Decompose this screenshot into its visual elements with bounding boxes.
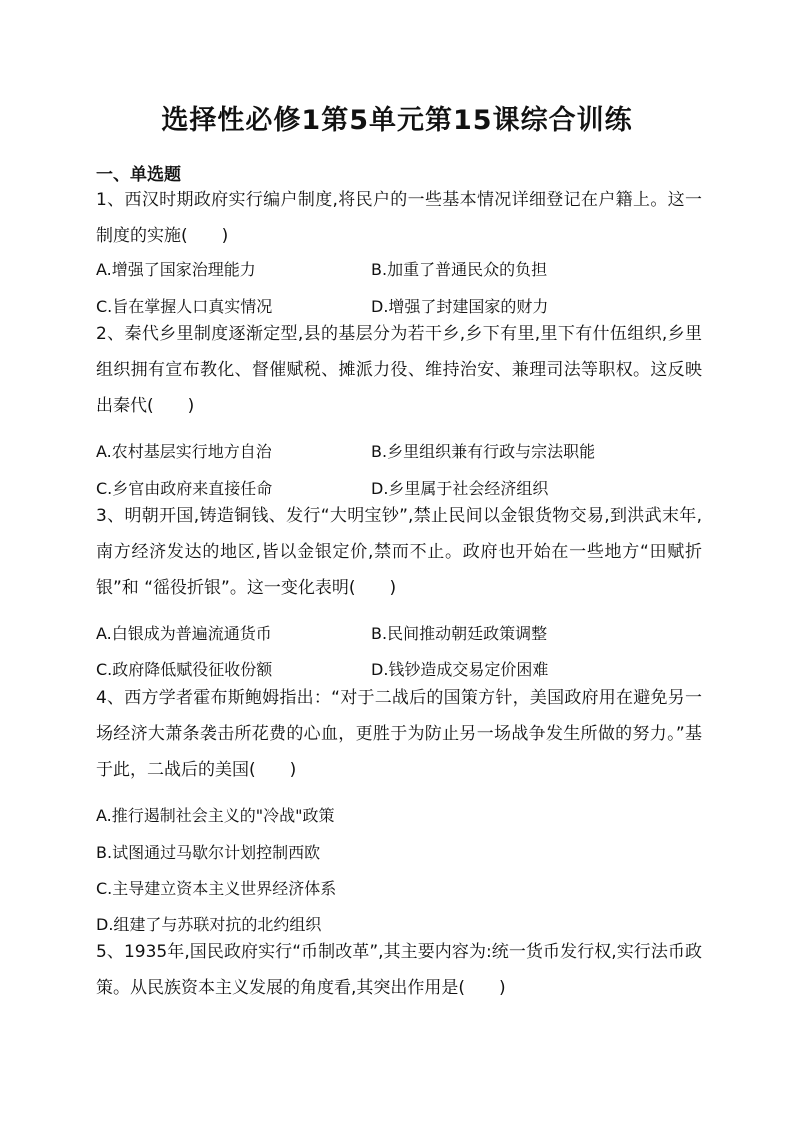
- question-4-stem: 4、西方学者霍布斯鲍姆指出：“对于二战后的国策方针，美国政府用在避免另一场经济大萧条袭击所花费的心血，更胜于为防止另一场战争发生所做的努力。”基于此，二战后的美国( ): [96, 688, 702, 780]
- question-2-option-a: A.农村基层实行地方自治: [96, 442, 272, 461]
- question-4-option-d: D.组建了与苏联对抗的北约组织: [96, 915, 322, 934]
- question-3-stem: 3、明朝开国,铸造铜钱、发行“大明宝钞”,禁止民间以金银货物交易,到洪武末年,南方经济发达的地区,皆以金银定价,禁而不止。政府也开始在一些地方“田赋折银”和 “徭役折银”。这一变化表明( ): [96, 506, 702, 598]
- question-1-option-b: B.加重了普通民众的负担: [371, 260, 548, 279]
- question-3-option-b: B.民间推动朝廷政策调整: [371, 624, 548, 643]
- question-3-option-d: D.钱钞造成交易定价困难: [371, 660, 549, 679]
- question-4-option-a: A.推行遏制社会主义的"冷战"政策: [96, 806, 335, 825]
- question-1-option-d: D.增强了封建国家的财力: [371, 297, 549, 316]
- question-3-option-a: A.白银成为普遍流通货币: [96, 624, 272, 643]
- question-2-option-d: D.乡里属于社会经济组织: [371, 479, 549, 498]
- question-5-stem: 5、1935年,国民政府实行“币制改革”,其主要内容为:统一货币发行权,实行法币政策。从民族资本主义发展的角度看,其突出作用是( ): [96, 942, 702, 998]
- question-2-option-b: B.乡里组织兼有行政与宗法职能: [371, 442, 596, 461]
- question-1-option-c: C.旨在掌握人口真实情况: [96, 297, 273, 316]
- question-4-option-b: B.试图通过马歇尔计划控制西欧: [96, 843, 321, 862]
- question-1-stem: 1、西汉时期政府实行编户制度,将民户的一些基本情况详细登记在户籍上。这一制度的实施( ): [96, 190, 702, 246]
- question-2-stem: 2、秦代乡里制度逐渐定型,县的基层分为若干乡,乡下有里,里下有什伍组织,乡里组织拥有宣布教化、督催赋税、摊派力役、维持治安、兼理司法等职权。这反映出秦代( ): [96, 324, 702, 416]
- question-2-option-c: C.乡官由政府来直接任命: [96, 479, 273, 498]
- question-4-option-c: C.主导建立资本主义世界经济体系: [96, 879, 337, 898]
- question-3-option-c: C.政府降低赋役征收份额: [96, 660, 273, 679]
- question-1-option-a: A.增强了国家治理能力: [96, 260, 256, 279]
- page-title: 选择性必修1第5单元第15课综合训练: [161, 105, 633, 136]
- section-heading: 一、单选题: [96, 165, 181, 185]
